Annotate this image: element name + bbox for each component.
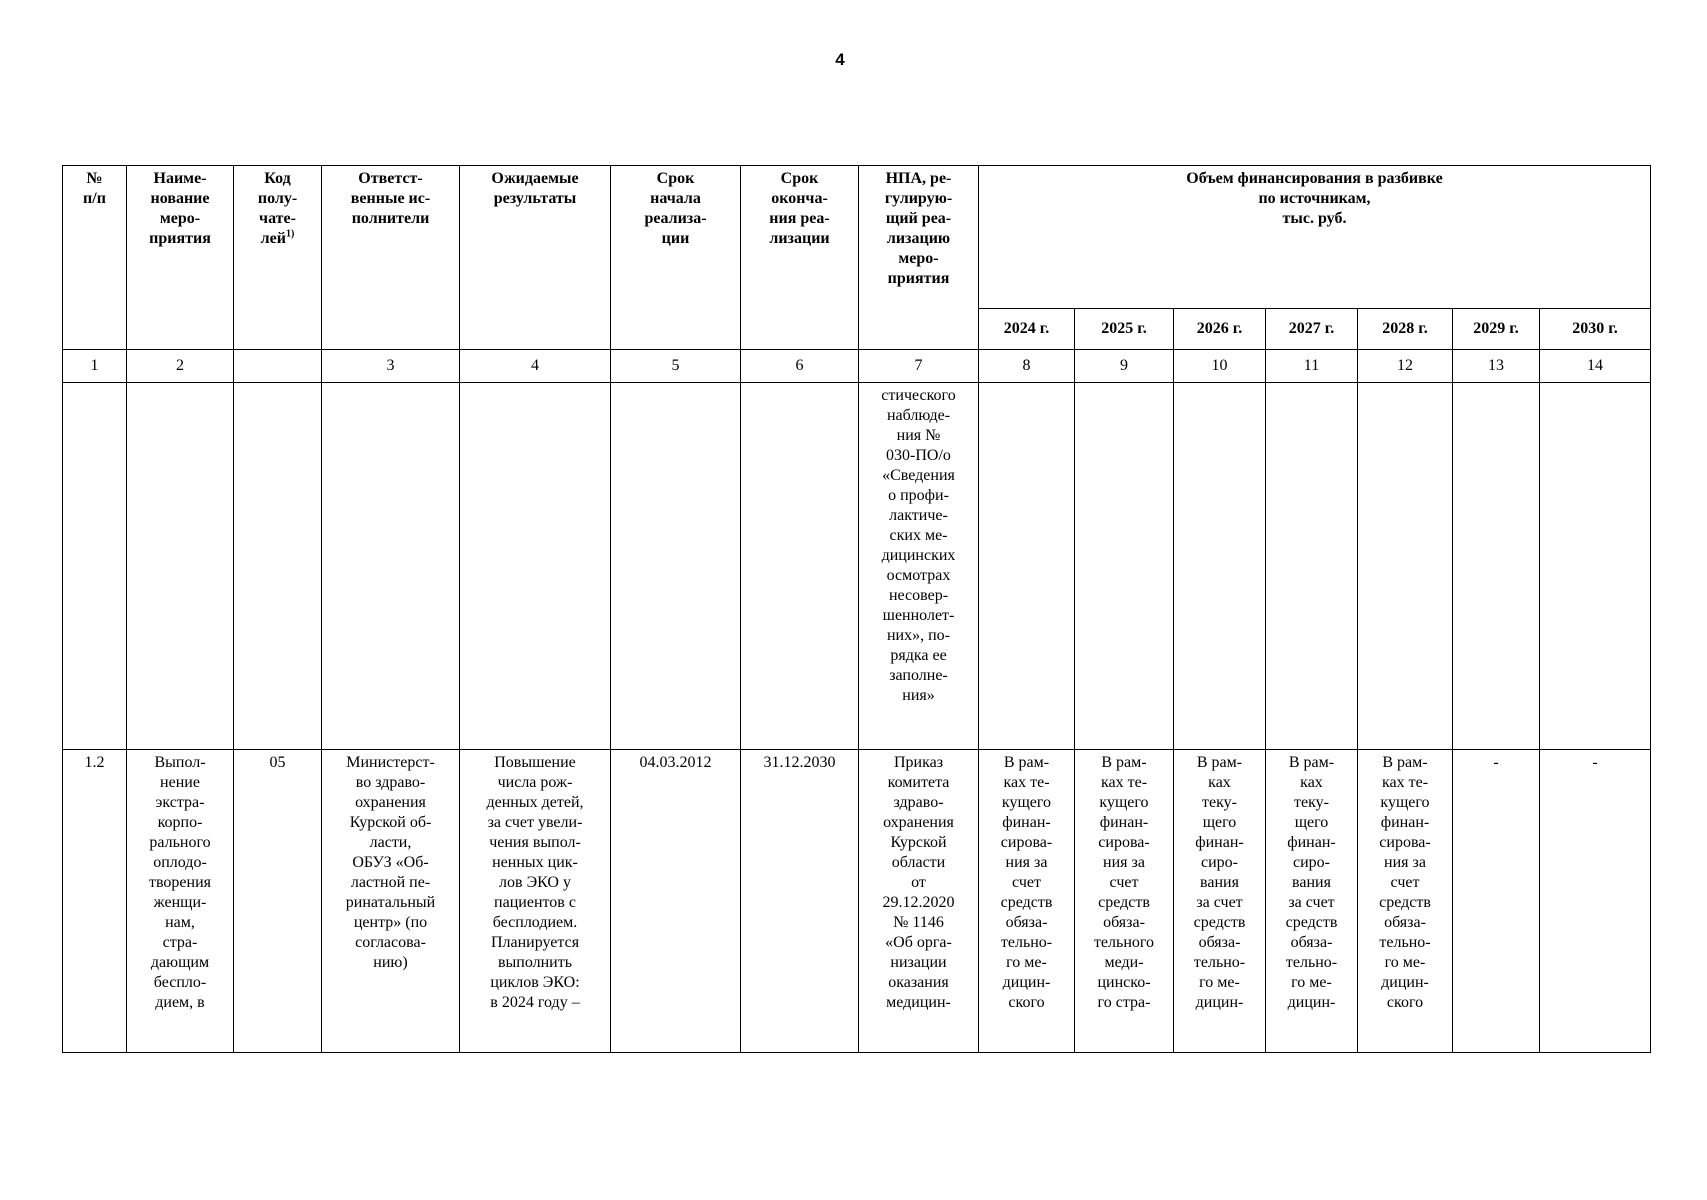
row-end-cell: 31.12.2030 (741, 750, 859, 1053)
table-cell (1174, 383, 1266, 750)
column-number: 7 (859, 350, 979, 383)
header-npa: НПА, ре- гулирую- щий реа- лизацию меро- приятия (859, 166, 979, 350)
page-number: 4 (835, 50, 845, 69)
table-cell (234, 383, 322, 750)
header-code (234, 166, 322, 350)
header-start: Срок начала реализа- ции (611, 166, 741, 350)
header-name: Наиме- нование меро- приятия (127, 166, 234, 350)
header-year-2026: 2026 г. (1174, 309, 1266, 350)
header-code-footnote: 1) (285, 228, 295, 240)
table-cell (1075, 383, 1174, 750)
row-name-cell: Выпол- нение экстра- корпо- рального оплодо- творения женщи- нам, стра- дающим беспло- дием, в (127, 750, 234, 1053)
row-responsible-cell: Министерст- во здраво- охранения Курской об- ласти, ОБУЗ «Об- ластной пе- ринатальный центр» (по согласова- нию) (322, 750, 460, 1053)
column-number: 14 (1540, 350, 1651, 383)
table-cell (127, 383, 234, 750)
row-num-cell: 1.2 (63, 750, 127, 1053)
header-year-2028: 2028 г. (1358, 309, 1453, 350)
header-end: Срок оконча- ния реа- лизации (741, 166, 859, 350)
table-cell (1266, 383, 1358, 750)
header-year-2024: 2024 г. (979, 309, 1075, 350)
row-2027-cell: В рам- ках теку- щего финан- сиро- вания за счет средств обяза- тельно- го ме- дицин- (1266, 750, 1358, 1053)
column-number: 2 (127, 350, 234, 383)
header-year-2030: 2030 г. (1540, 309, 1651, 350)
column-number: 5 (611, 350, 741, 383)
row-npa-cell: Приказ комитета здраво- охранения Курской области от 29.12.2020 № 1146 «Об орга- низации оказания медицин- (859, 750, 979, 1053)
column-number: 8 (979, 350, 1075, 383)
row-2028-cell: В рам- ках те- кущего финан- сирова- ния за счет средств обяза- тельно- го ме- дицин- ского (1358, 750, 1453, 1053)
continuation-row (63, 383, 1651, 750)
table-cell (1540, 383, 1651, 750)
column-number (234, 350, 322, 383)
column-number: 10 (1174, 350, 1266, 383)
table-cell (741, 383, 859, 750)
header-row (63, 166, 1651, 309)
table-cell (979, 383, 1075, 750)
column-number: 12 (1358, 350, 1453, 383)
header-expected: Ожидаемые результаты (460, 166, 611, 350)
column-number-row (63, 350, 1651, 383)
row-start-cell: 04.03.2012 (611, 750, 741, 1053)
column-number: 13 (1453, 350, 1540, 383)
financing-plan-table (62, 165, 1651, 1053)
header-responsible: Ответст- венные ис- полнители (322, 166, 460, 350)
table-cell (63, 383, 127, 750)
table-cell (460, 383, 611, 750)
header-financing: Объем финансирования в разбивке по источникам, тыс. руб. (979, 166, 1651, 309)
row-2029-cell: - (1453, 750, 1540, 1053)
row-2025-cell: В рам- ках те- кущего финан- сирова- ния за счет средств обяза- тельного меди- цинско- го стра- (1075, 750, 1174, 1053)
row-2024-cell: В рам- ках те- кущего финан- сирова- ния за счет средств обяза- тельно- го ме- дицин- ского (979, 750, 1075, 1053)
column-number: 1 (63, 350, 127, 383)
column-number: 6 (741, 350, 859, 383)
column-number: 9 (1075, 350, 1174, 383)
header-year-2027: 2027 г. (1266, 309, 1358, 350)
table-cell (1453, 383, 1540, 750)
continuation-npa-cell: стического наблюде- ния № 030-ПО/о «Сведения о профи- лактиче- ских ме- дицинских осмотрах несовер- шеннолет- них», по- рядка ее заполне- ния» (859, 383, 979, 750)
column-number: 4 (460, 350, 611, 383)
table-cell (611, 383, 741, 750)
column-number: 3 (322, 350, 460, 383)
table-row-1-2 (63, 750, 1651, 1053)
table-cell (1358, 383, 1453, 750)
table-cell (322, 383, 460, 750)
row-code-cell: 05 (234, 750, 322, 1053)
row-2026-cell: В рам- ках теку- щего финан- сиро- вания за счет средств обяза- тельно- го ме- дицин- (1174, 750, 1266, 1053)
row-2030-cell: - (1540, 750, 1651, 1053)
header-year-2029: 2029 г. (1453, 309, 1540, 350)
header-num: № п/п (63, 166, 127, 350)
row-expected-cell: Повышение числа рож- денных детей, за счет увели- чения выпол- ненных цик- лов ЭКО у пациентов с бесплодием. Планируется выполнить циклов ЭКО: в 2024 году – (460, 750, 611, 1053)
header-code-label: Код полу- чате- лей (257, 170, 298, 247)
column-number: 11 (1266, 350, 1358, 383)
header-year-2025: 2025 г. (1075, 309, 1174, 350)
